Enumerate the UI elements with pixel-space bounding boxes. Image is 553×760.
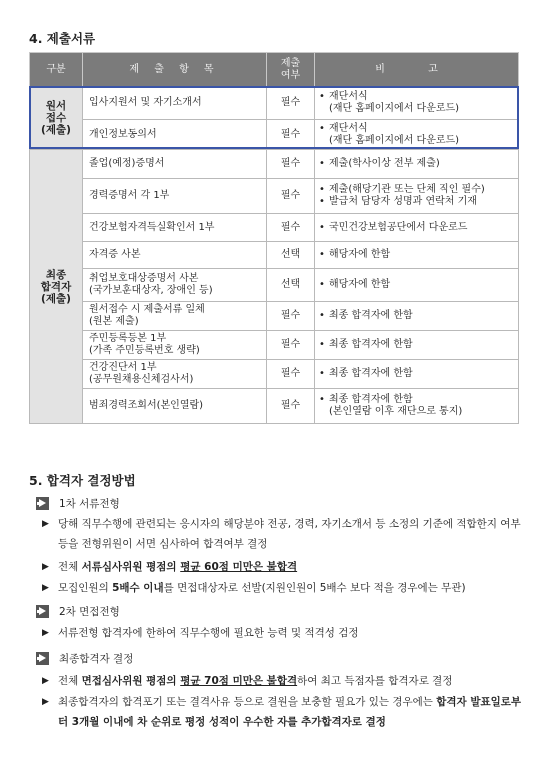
document-item: 원서접수 시 제출서류 일체 (원본 제출) (83, 302, 267, 331)
table-row (30, 269, 519, 302)
header-note: 비 고 (315, 53, 519, 87)
group-label: 최종 합격자 (제출) (30, 150, 83, 424)
document-item: 건강보험자격득실확인서 1부 (83, 214, 267, 242)
table-row (30, 214, 519, 242)
triangle-bullet-icon: ▶ (42, 583, 49, 593)
table-row (30, 179, 519, 214)
triangle-bullet-icon: ▶ (42, 697, 49, 707)
bullet-dot-icon: • (319, 339, 325, 350)
bullet-dot-icon: • (319, 394, 325, 405)
bullet-dot-icon: • (319, 249, 325, 260)
required-status: 필수 (267, 389, 315, 424)
required-status: 필수 (267, 302, 315, 331)
note-cell (315, 360, 519, 389)
table-row (30, 120, 519, 150)
note-cell (315, 302, 519, 331)
document-item: 범죄경력조회서(본인열람) (83, 389, 267, 424)
final-item2: ▶ 최종합격자의 합격포기 또는 결격사유 등으로 결원을 보충할 필요가 있는 경우에는 합격자 발표일로부터 3개월 이내에 차 순위로 평정 성적이 우수한 자를 추가합격자로 결정 (42, 692, 526, 732)
triangle-bullet-icon: ▶ (42, 519, 49, 529)
final-heading (36, 651, 133, 666)
table-row (30, 331, 519, 360)
table-row (30, 360, 519, 389)
note-bullet: • 재단서식 (재단 홈페이지에서 다운로드) (319, 122, 460, 146)
bullet-dot-icon: • (319, 279, 325, 290)
bullet-dot-icon: • (319, 221, 325, 233)
table-row (30, 389, 519, 424)
arrow-box-icon (36, 497, 49, 510)
note-bullet: • 최종 합격자에 한함 (319, 310, 413, 321)
stage1-item3: ▶ 모집인원의 5배수 이내를 면접대상자로 선발(지원인원이 5배수 보다 적을 경우에는 무관) (42, 578, 526, 598)
group-label: 원서 접수 (제출) (30, 87, 83, 150)
note-bullet: • 해당자에 한함 (319, 279, 391, 290)
document-item: 주민등록등본 1부 (가족 주민등록번호 생략) (83, 331, 267, 360)
required-status: 필수 (267, 87, 315, 120)
note-bullet: • 국민건강보험공단에서 다운로드 (319, 221, 468, 233)
document-item: 경력증명서 각 1부 (83, 179, 267, 214)
bullet-dot-icon: • (319, 122, 325, 134)
table-row (30, 87, 519, 120)
stage1-label: 1차 서류전형 (59, 498, 120, 510)
stage2-label: 2차 면접전형 (59, 606, 120, 618)
required-status: 필수 (267, 360, 315, 389)
note-bullet: • 최종 합격자에 한함 (319, 368, 413, 379)
note-bullet: • 발급처 담당자 성명과 연락처 기재 (319, 196, 477, 207)
note-bullet: • 해당자에 한함 (319, 249, 391, 260)
bullet-dot-icon: • (319, 158, 325, 169)
note-cell (315, 331, 519, 360)
arrow-box-icon (36, 605, 49, 618)
final-label: 최종합격자 결정 (59, 653, 134, 665)
required-status: 필수 (267, 150, 315, 179)
note-cell (315, 120, 519, 150)
bullet-dot-icon: • (319, 310, 325, 321)
arrow-box-icon (36, 652, 49, 665)
required-status: 필수 (267, 214, 315, 242)
bullet-dot-icon: • (319, 368, 325, 379)
note-cell (315, 150, 519, 179)
document-item: 건강진단서 1부 (공무원채용신체검사서) (83, 360, 267, 389)
table-row (30, 150, 519, 179)
document-item: 취업보호대상증명서 사본 (국가보훈대상자, 장애인 등) (83, 269, 267, 302)
document-item: 입사지원서 및 자기소개서 (83, 87, 267, 120)
bullet-dot-icon: • (319, 91, 325, 102)
section-4-title: 4. 제출서류 (29, 31, 96, 46)
note-bullet: • 제출(해당기관 또는 단체 직인 필수) (319, 184, 485, 195)
stage2-heading (36, 604, 120, 619)
header-required: 제출 여부 (267, 53, 315, 87)
note-bullet: • 재단서식 (재단 홈페이지에서 다운로드) (319, 91, 460, 114)
header-item: 제 출 항 목 (83, 53, 267, 87)
document-item: 개인정보동의서 (83, 120, 267, 150)
document-item: 졸업(예정)증명서 (83, 150, 267, 179)
stage1-heading (36, 496, 120, 511)
bullet-dot-icon: • (319, 196, 325, 207)
required-status: 필수 (267, 179, 315, 214)
stage1-item2: ▶ 전체 서류심사위원 평점의 평균 60점 미만은 불합격 (42, 557, 526, 577)
stage2-item1: ▶ 서류전형 합격자에 한하여 직무수행에 필요한 능력 및 적격성 검정 (42, 623, 526, 643)
note-cell (315, 269, 519, 302)
required-status: 필수 (267, 331, 315, 360)
section-5-title: 5. 합격자 결정방법 (29, 473, 136, 488)
bullet-dot-icon: • (319, 184, 325, 195)
required-status: 선택 (267, 269, 315, 302)
required-status: 필수 (267, 120, 315, 150)
note-bullet: • 최종 합격자에 한함 (본인열람 이후 재단으로 통지) (319, 394, 463, 417)
triangle-bullet-icon: ▶ (42, 562, 49, 572)
document-item: 자격증 사본 (83, 242, 267, 269)
triangle-bullet-icon: ▶ (42, 676, 49, 686)
stage1-item1: ▶ 당해 직무수행에 관련되는 응시자의 해당분야 전공, 경력, 자기소개서 등 소정의 기준에 적합한지 여부 등을 전형위원이 서면 심사하여 합격여부 결정 (42, 514, 526, 554)
note-cell (315, 242, 519, 269)
note-bullet: • 제출(학사이상 전부 제출) (319, 158, 440, 169)
table-row (30, 302, 519, 331)
documents-table (29, 52, 519, 424)
final-item1: ▶ 전체 면접심사위원 평점의 평균 70점 미만은 불합격하여 최고 득점자를 합격자로 결정 (42, 671, 526, 691)
note-cell (315, 214, 519, 242)
note-cell (315, 179, 519, 214)
note-bullet: • 최종 합격자에 한함 (319, 339, 413, 350)
header-category: 구분 (30, 53, 83, 87)
note-cell (315, 87, 519, 120)
required-status: 선택 (267, 242, 315, 269)
table-row (30, 242, 519, 269)
triangle-bullet-icon: ▶ (42, 628, 49, 638)
note-cell (315, 389, 519, 424)
